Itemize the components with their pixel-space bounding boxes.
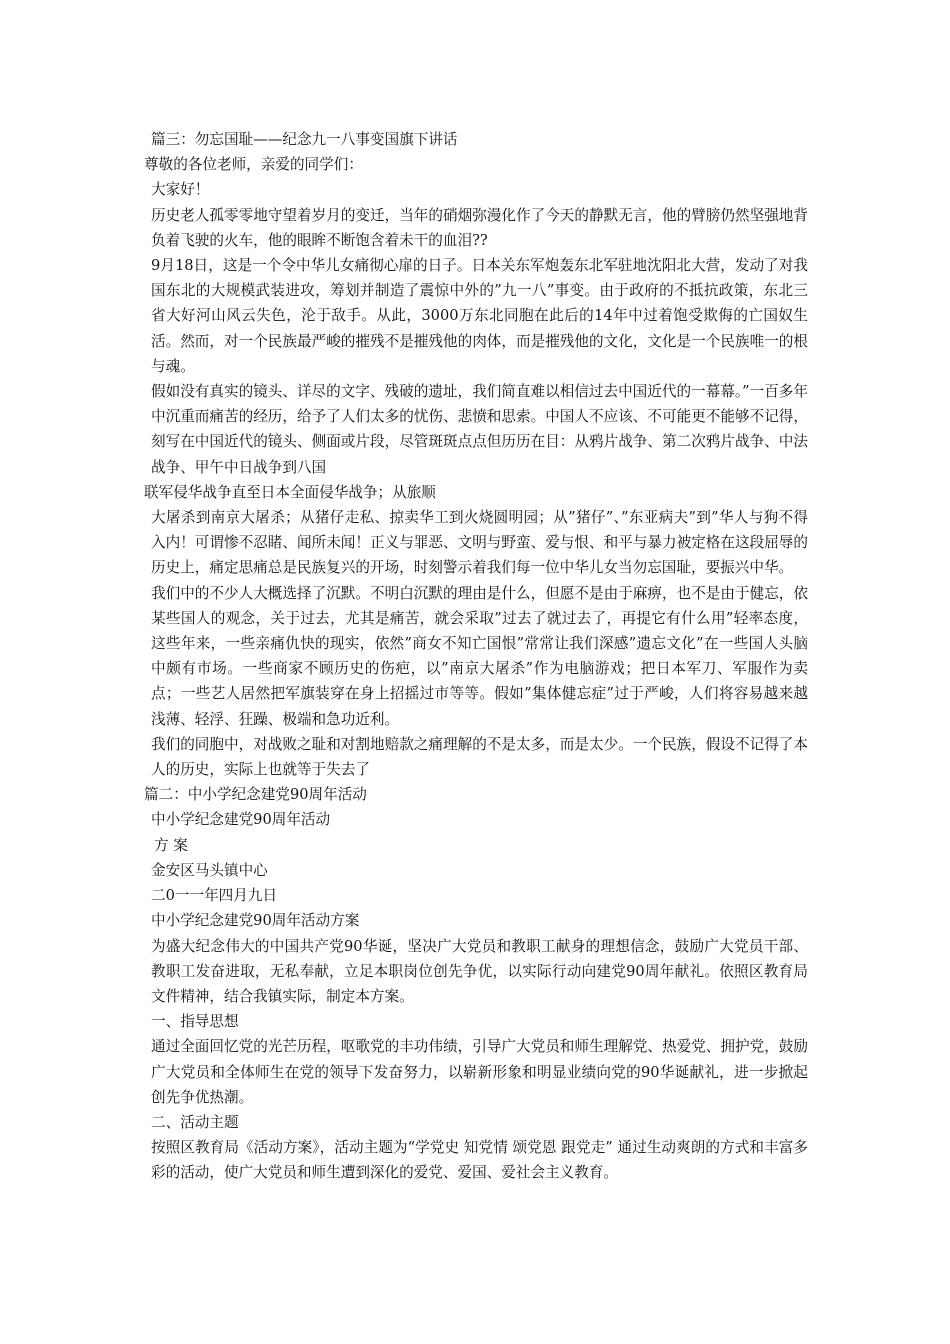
paragraph: 历史老人孤零零地守望着岁月的变迁，当年的硝烟弥漫化作了今天的静默无言，他的臂膀仍然坚强地背负着飞驶的火车，他的眼眸不断饱含着未干的血泪??: [151, 206, 808, 249]
plan-title: 中小学纪念建党90周年活动: [151, 811, 331, 829]
paragraph: 通过全面回忆党的光芒历程，呕歌党的丰功伟绩，引导广大党员和师生理解党、热爱党、拥护党，鼓励广大党员和全体师生在党的领导下发奋努力，以崭新形象和明显业绩向党的90华诞献礼，进一步掀起创先争优热潮。: [151, 1038, 808, 1106]
plan-subtitle: 方 案: [154, 836, 188, 854]
paragraph: 我们中的不少人大概选择了沉默。不明白沉默的理由是什么，但愿不是由于麻痹，也不是由于健忘，依某些国人的观念，关于过去，尤其是痛苦，就会采取”过去了就过去了，再提它有什么用”轻率态度，这些年来，一些亲痛仇快的现实，依然”商女不知亡国恨”常常让我们深感”遗忘文化”在一些国人头脑中颇有市场。一些商家不顾历史的伤疤，以”南京大屠杀”作为电脑游戏；把日本军刀、军服作为卖点；一些艺人居然把军旗装穿在身上招摇过市等等。假如”集体健忘症”过于严峻，人们将容易越来越浅薄、轻浮、狂躁、极端和急功近利。: [151, 584, 808, 728]
subheading-activity-theme: 二、活动主题: [151, 1113, 239, 1131]
section-title-2: 篇二：中小学纪念建党90周年活动: [144, 786, 367, 804]
paragraph: 按照区教育局《活动方案》，活动主题为“学党史 知党情 颂党恩 跟党走” 通过生动爽朗的方式和丰富多彩的活动，使广大党员和师生遭到深化的爱党、爱国、爱社会主义教育。: [151, 1139, 808, 1182]
paragraph: 9月18日，这是一个令中华儿女痛彻心扉的日子。日本关东军炮轰东北军驻地沈阳北大营，发动了对我国东北的大规模武装进攻，筹划并制造了震惊中外的”九一八”事变。由于政府的不抵抗政策，东北三省大好河山风云失色，沦于敌手。从此，3000万东北同胞在此后的14年中过着饱受欺侮的亡国奴生活。然而，对一个民族最严峻的摧残不是摧残他的肉体，而是摧残他的文化，文化是一个民族唯一的根与魂。: [151, 257, 808, 375]
plan-date: 二0一一年四月九日: [151, 887, 278, 905]
paragraph: 联军侵华战争直至日本全面侵华战争；从旅顺: [144, 483, 436, 501]
paragraph: 为盛大纪念伟大的中国共产党90华诞，坚决广大党员和教职工献身的理想信念，鼓励广大党员干部、教职工发奋进取，无私奉献，立足本职岗位创先争优，以实际行动向建党90周年献礼。依照区教育局文件精神，结合我镇实际，制定本方案。: [151, 937, 808, 1005]
paragraph: 我们的同胞中，对战败之耻和对割地赔款之痛理解的不是太多，而是太少。一个民族，假设不记得了本人的历史，实际上也就等于失去了: [151, 735, 808, 779]
paragraph: 假如没有真实的镜头、详尽的文字、残破的遗址，我们简直难以相信过去中国近代的一幕幕。”一百多年中沉重而痛苦的经历，给予了人们太多的忧伤、悲愤和思索。中国人不应该、不可能更不能够不记得，刻写在中国近代的镜头、侧面或片段，尽管斑斑点点但历历在目：从鸦片战争、第二次鸦片战争、中法战争、甲午中日战争到八国: [151, 383, 808, 476]
plan-organization: 金安区马头镇中心: [151, 861, 268, 879]
subheading-guiding-ideology: 一、指导思想: [151, 1013, 239, 1031]
document-body: [144, 127, 808, 1186]
paragraph: 大屠杀到南京大屠杀；从猪仔走私、掠卖华工到火烧圆明园；从”猪仔”、”东亚病夫”到”华人与狗不得入内！可谓惨不忍睹、闻所未闻！正义与罪恶、文明与野蛮、爱与恨、和平与暴力被定格在这段屈辱的历史上，痛定思痛总是民族复兴的开场，时刻警示着我们每一位中华儿女当勿忘国耻，要振兴中华。: [151, 509, 808, 577]
section-title-3: 篇三：勿忘国耻——纪念九一八事变国旗下讲话: [151, 131, 458, 148]
salutation: 尊敬的各位老师，亲爱的同学们：: [144, 156, 363, 174]
plan-heading: 中小学纪念建党90周年活动方案: [151, 912, 360, 930]
greeting: 大家好！: [151, 181, 210, 199]
